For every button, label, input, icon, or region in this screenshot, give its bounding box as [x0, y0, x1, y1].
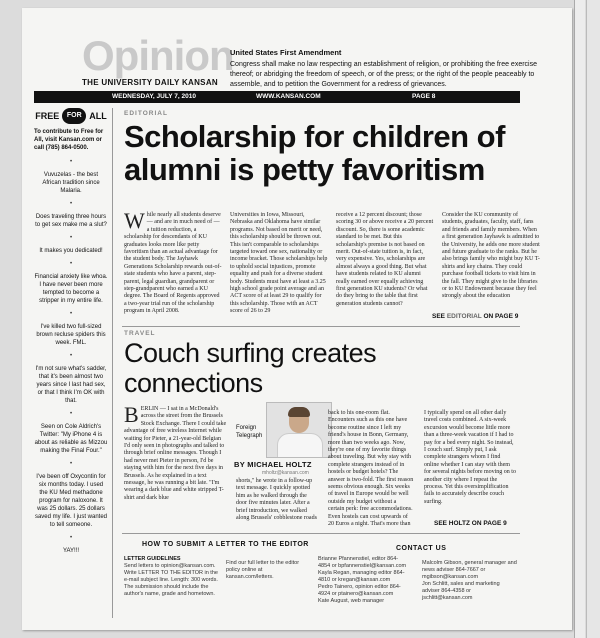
editorial-column-2: Universities in Iowa, Missouri, Nebraska and Oklahoma have similar programs. Not based on merit or need, this scholarship should be thrown out. This isn't comparable to scholarships targeted toward one sex, nationality or income bracket. Those scholarships help to uphold social injustices, promote equality and push for a diverse student body. Students must have at least a 3.25 high school grade point average and an ACT score of at least 29 to qualify for this scholarship. Those with an ACT score of 26 to 29	[230, 212, 328, 315]
letter-policy: Find our full letter to the editor policy online at kansan.com/letters.	[226, 560, 300, 580]
contact-list-right: Malcolm Gibson, general manager and news adviser 864-7667 or mgibson@kansan.com Jon Schlitt, sales and marketing adviser 864-4358 or jschlitt@kansan.com	[422, 560, 517, 601]
amendment-title: United States First Amendment	[230, 48, 342, 57]
travel-col2-wrap	[236, 478, 318, 522]
editorial-column-1: W hile nearly all students deserve — and are in much need of — a tuition reduction, a scholarship for descendants of KU graduates looks more like petty favoritism than an actual advantage for the student body. The Jayhawk Generations Scholarship rewards out-of-state students who have a parent, step-parent, legal guardian, grandparent or step-grandparent who earned a KU degree. The Board of Regents approved a two-year trial run of the scholarship program in April 2008.	[124, 208, 222, 315]
separator-dot: •	[69, 353, 73, 359]
amendment-text: Congress shall make no law respecting an establishment of religion, or prohibiting the free exercise thereof; or abridging the freedom of speech, or of the press; or the right of the people peaceably to assemble, and to petition the Government for a redress of grievances.	[230, 61, 537, 88]
section-divider	[122, 326, 520, 327]
travel-col3-wrap	[328, 410, 414, 529]
travel-column-4: I typically spend on all other daily travel costs combined. A six-week excursion would become little more than a three-week vacation if I had to pay for a bed every night. So instead, I couch surf. Simply put, I ask complete strangers whom I find online whether I can stay with them for several nights before moving on to another city where I repeat the process. Yet this oversimplification fails to accurately describe couch surfing.	[424, 410, 516, 505]
separator-dot: •	[69, 235, 73, 241]
separator-dot: •	[69, 311, 73, 317]
separator-dot: •	[69, 159, 73, 165]
editorial-kicker: EDITORIAL	[124, 110, 168, 117]
travel-column-1: B ERLIN — I sat in a McDonald's across the street from the Brussels Stock Exchange. There I could take advantage of free wireless Internet while waiting for Pieter, a 21-year-old Belgian I'd only seen in photographs and talked to through brief online messages. Though I had never met Pieter in person, I'd be staying with him for the next five days in Brussels. As he explained in a text message, he was running a bit late. "I'm wearing a dark blue and white stripped T-shirt and dark blue	[124, 402, 227, 501]
sidebar-item: Seen on Cole Aldrich's Twitter: "My iPhone 4 is about as reliable as Mizzou making the Final Four."	[34, 424, 108, 454]
travel-col4-wrap	[424, 410, 516, 506]
issue-date: WEDNESDAY, JULY 7, 2010	[112, 93, 196, 100]
sidebar-item: Vuvuzelas - the best African tradition since Malaria.	[42, 172, 100, 194]
sidebar-item: I've killed two full-sized brown recluse spiders this week. FML.	[36, 324, 106, 346]
separator-dot: •	[69, 461, 73, 467]
editorial-jump[interactable]: SEE EDITORIAL ON PAGE 9	[432, 313, 519, 320]
sidebar-item: Financial anxiety like whoa. I have never been more tempted to become a stripper in my entire life.	[34, 274, 108, 304]
page-number: PAGE 8	[412, 93, 436, 100]
travel-column-3: back to his one-room flat. Encounters such as this one have become routine since I left my friend's house in Bonn, Germany, more than two weeks ago. Now, they're one of my favorite things about traveling. But why stay with complete strangers instead of in hostels or budget hotels? The answer is two-fold. The first reason seems obvious enough. Six weeks of travel in Europe would be well outside my budget without a certain perk: free accommodations. Even hostels can cost upwards of 20 Euros a night. That's more than	[328, 410, 414, 528]
sidebar-item: It makes you dedicated!	[39, 248, 103, 254]
drop-cap: B	[124, 402, 139, 427]
site-url: WWW.KANSAN.COM	[256, 93, 321, 100]
sidebar-item: YAY!!!	[62, 548, 80, 554]
contact-list-left: Brianne Pfannenstiel, editor 864-4854 or bpfannenstiel@kansan.com Kayla Regan, managing editor 864-4810 or kregan@kansan.com Pedro Tainero, opinion editor 864-4924 or ptainero@kansan.com Kate August, web manager	[318, 556, 407, 604]
editorial-body	[124, 208, 540, 316]
letter-guidelines: LETTER GUIDELINES Send letters to opinion@kansan.com. Write LETTER TO THE EDITOR in the e-mail subject line. Length: 300 words. The submission should include the author's name, grade and hometown.	[124, 556, 218, 597]
contact-title: CONTACT US	[396, 545, 447, 552]
first-amendment	[230, 48, 550, 90]
travel-col1-wrap	[124, 402, 228, 502]
travel-column-2: shorts," he wrote in a follow-up text message. I quickly spotted him as he walked through the door five minutes later. After a brief introduction, we walked along Brussels' cobblestone roads	[236, 478, 317, 522]
free-for-all-sidebar	[34, 108, 108, 560]
travel-headline: Couch surfing creates connections	[124, 338, 377, 398]
travel-kicker: TRAVEL	[124, 330, 156, 337]
adjacent-page-edge-outer	[586, 0, 600, 638]
contribute-promo: To contribute to Free for All, visit Kansan.com or call (785) 864-0500.	[34, 129, 104, 151]
author-photo	[266, 402, 332, 458]
separator-dot: •	[69, 201, 73, 207]
byline: BY MICHAEL HOLTZ	[234, 460, 312, 469]
paper-name: THE UNIVERSITY DAILY KANSAN	[82, 78, 218, 87]
section-title: Opinion	[82, 32, 234, 79]
drop-cap: W	[124, 208, 145, 233]
sidebar-item: I've been off Oxycontin for six months today. I used the KU Med methadone program for naloxone. It was 25 dollars. 25 dollars saved my life. I just wanted to tell someone.	[34, 474, 108, 528]
sidebar-item: Does traveling three hours to get sex make me a slut?	[35, 214, 107, 228]
travel-jump[interactable]: SEE HOLTZ ON PAGE 9	[434, 520, 507, 527]
editorial-column-3: receive a 12 percent discount; those scoring 30 or above receive a 20 percent discount. So, there is some academic standard to be met. But this scholarship's premise is not based on merit. Out-of-state tuition is, in fact, very expensive. Yes, scholarships are almost always a good thing. But what have students related to KU alumni really earned over equally achieving first generation KU students? Or what do they bring to the table that first generation students cannot?	[336, 212, 434, 307]
adjacent-page-edge	[574, 0, 585, 638]
column-name: Foreign Telegraph	[236, 425, 263, 439]
editorial-column-4: Consider the KU community of students, graduates, faculty, staff, fans and friends and family members. When a first generation Jayhawk is admitted to the University, he adds one more student and future graduate to the ranks. But he also brings family who might buy KU T-shirts and key chains. They could purchase football tickets to visit him in the fall. They might give to the libraries or to KU Endowment because they feel strongly about the education	[442, 212, 540, 300]
author-email: mholtz@kansan.com	[262, 470, 309, 476]
column-divider	[112, 108, 113, 618]
separator-dot: •	[69, 261, 73, 267]
footer-divider	[122, 533, 520, 534]
masthead	[82, 32, 242, 87]
free-for-all-logo: FREE FOR ALL	[34, 108, 108, 124]
editorial-headline: Scholarship for children of alumni is petty favoritism	[124, 119, 505, 187]
separator-dot: •	[69, 411, 73, 417]
separator-dot: •	[69, 535, 73, 541]
letters-title: HOW TO SUBMIT A LETTER TO THE EDITOR	[142, 541, 309, 548]
sidebar-item: I'm not sure what's sadder, that it's been almost two years since I last had sex, or that I think I'm OK with that.	[35, 366, 107, 404]
date-bar	[34, 91, 520, 103]
